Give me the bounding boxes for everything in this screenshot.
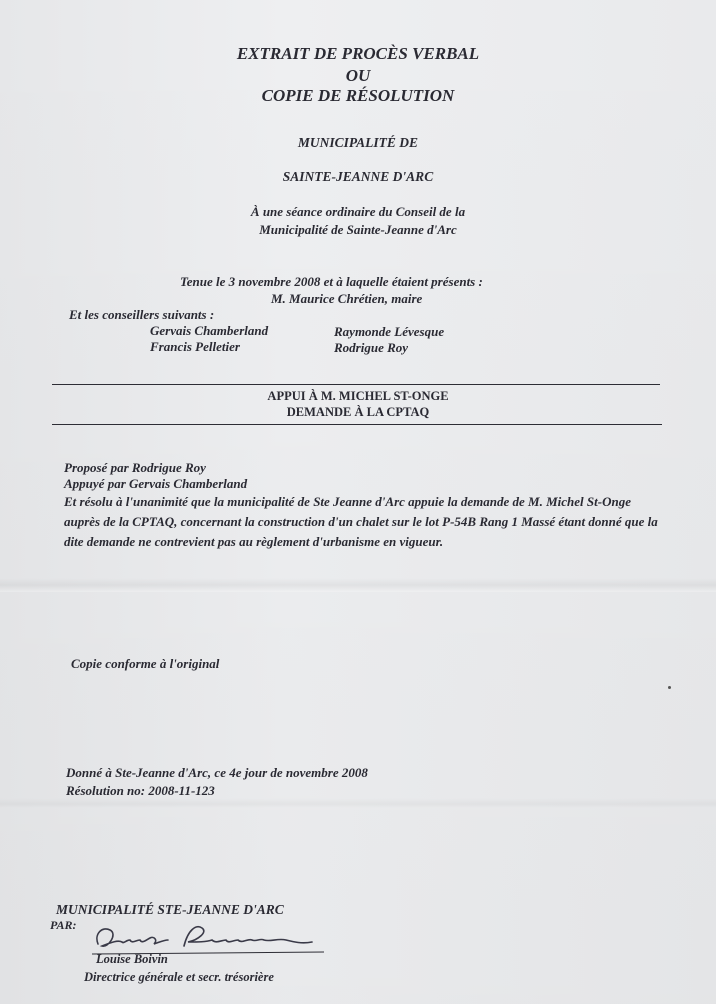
mayor-line: M. Maurice Chrétien, maire <box>271 291 423 306</box>
seconded-by: Appuyé par Gervais Chamberland <box>64 476 248 491</box>
resolution-number: Résolution no: 2008-11-123 <box>66 783 215 798</box>
certification-line: Copie conforme à l'original <box>71 656 220 671</box>
signature-par-label: PAR: <box>50 918 77 932</box>
meeting-held-line: Tenue le 3 novembre 2008 et à laquelle étaient présents : <box>180 274 483 289</box>
paper-fold <box>0 798 716 808</box>
proposed-by: Proposé par Rodrigue Roy <box>64 460 206 475</box>
subject-line2: DEMANDE À LA CPTAQ <box>286 405 430 419</box>
paper-speck <box>668 686 671 689</box>
doc-title-line3: COPIE DE RÉSOLUTION <box>261 86 455 105</box>
municipality-heading: MUNICIPALITÉ DE <box>297 135 419 150</box>
resolution-text: Et résolu à l'unanimité que la municipalité de Ste Jeanne d'Arc appuie la demande de M. Michel St-Onge auprès de la CPTAQ, concernant la construction d'un chalet sur le lot P-54B Rang 1 Massé étant donné que la dite demande ne contrevient pas au règlement d'urbanisme en vigueur. <box>64 494 658 549</box>
subject-line1: APPUI À M. MICHEL ST-ONGE <box>267 389 449 403</box>
doc-title-line1: EXTRAIT DE PROCÈS VERBAL <box>236 44 480 63</box>
councillor-name: Raymonde Lévesque <box>334 324 445 339</box>
councillor-name: Rodrigue Roy <box>334 340 409 355</box>
councillors-intro: Et les conseillers suivants : <box>69 307 215 322</box>
signatory-title: Directrice générale et secr. trésorière <box>84 970 274 984</box>
signatory-name: Louise Boivin <box>96 952 168 966</box>
councillor-name: Francis Pelletier <box>150 339 240 354</box>
seance-line2: Municipalité de Sainte-Jeanne d'Arc <box>259 222 457 237</box>
doc-title-line2: OU <box>345 66 371 85</box>
given-place-date: Donné à Ste-Jeanne d'Arc, ce 4e jour de novembre 2008 <box>66 765 368 780</box>
seance-line1: À une séance ordinaire du Conseil de la <box>250 204 466 219</box>
councillor-name: Gervais Chamberland <box>150 323 269 338</box>
paper-fold <box>0 578 716 592</box>
rule-bottom <box>52 424 662 425</box>
signature-municipality: MUNICIPALITÉ STE-JEANNE D'ARC <box>56 902 284 917</box>
municipality-name: SAINTE-JEANNE D'ARC <box>282 169 434 184</box>
rule-top <box>52 384 660 385</box>
